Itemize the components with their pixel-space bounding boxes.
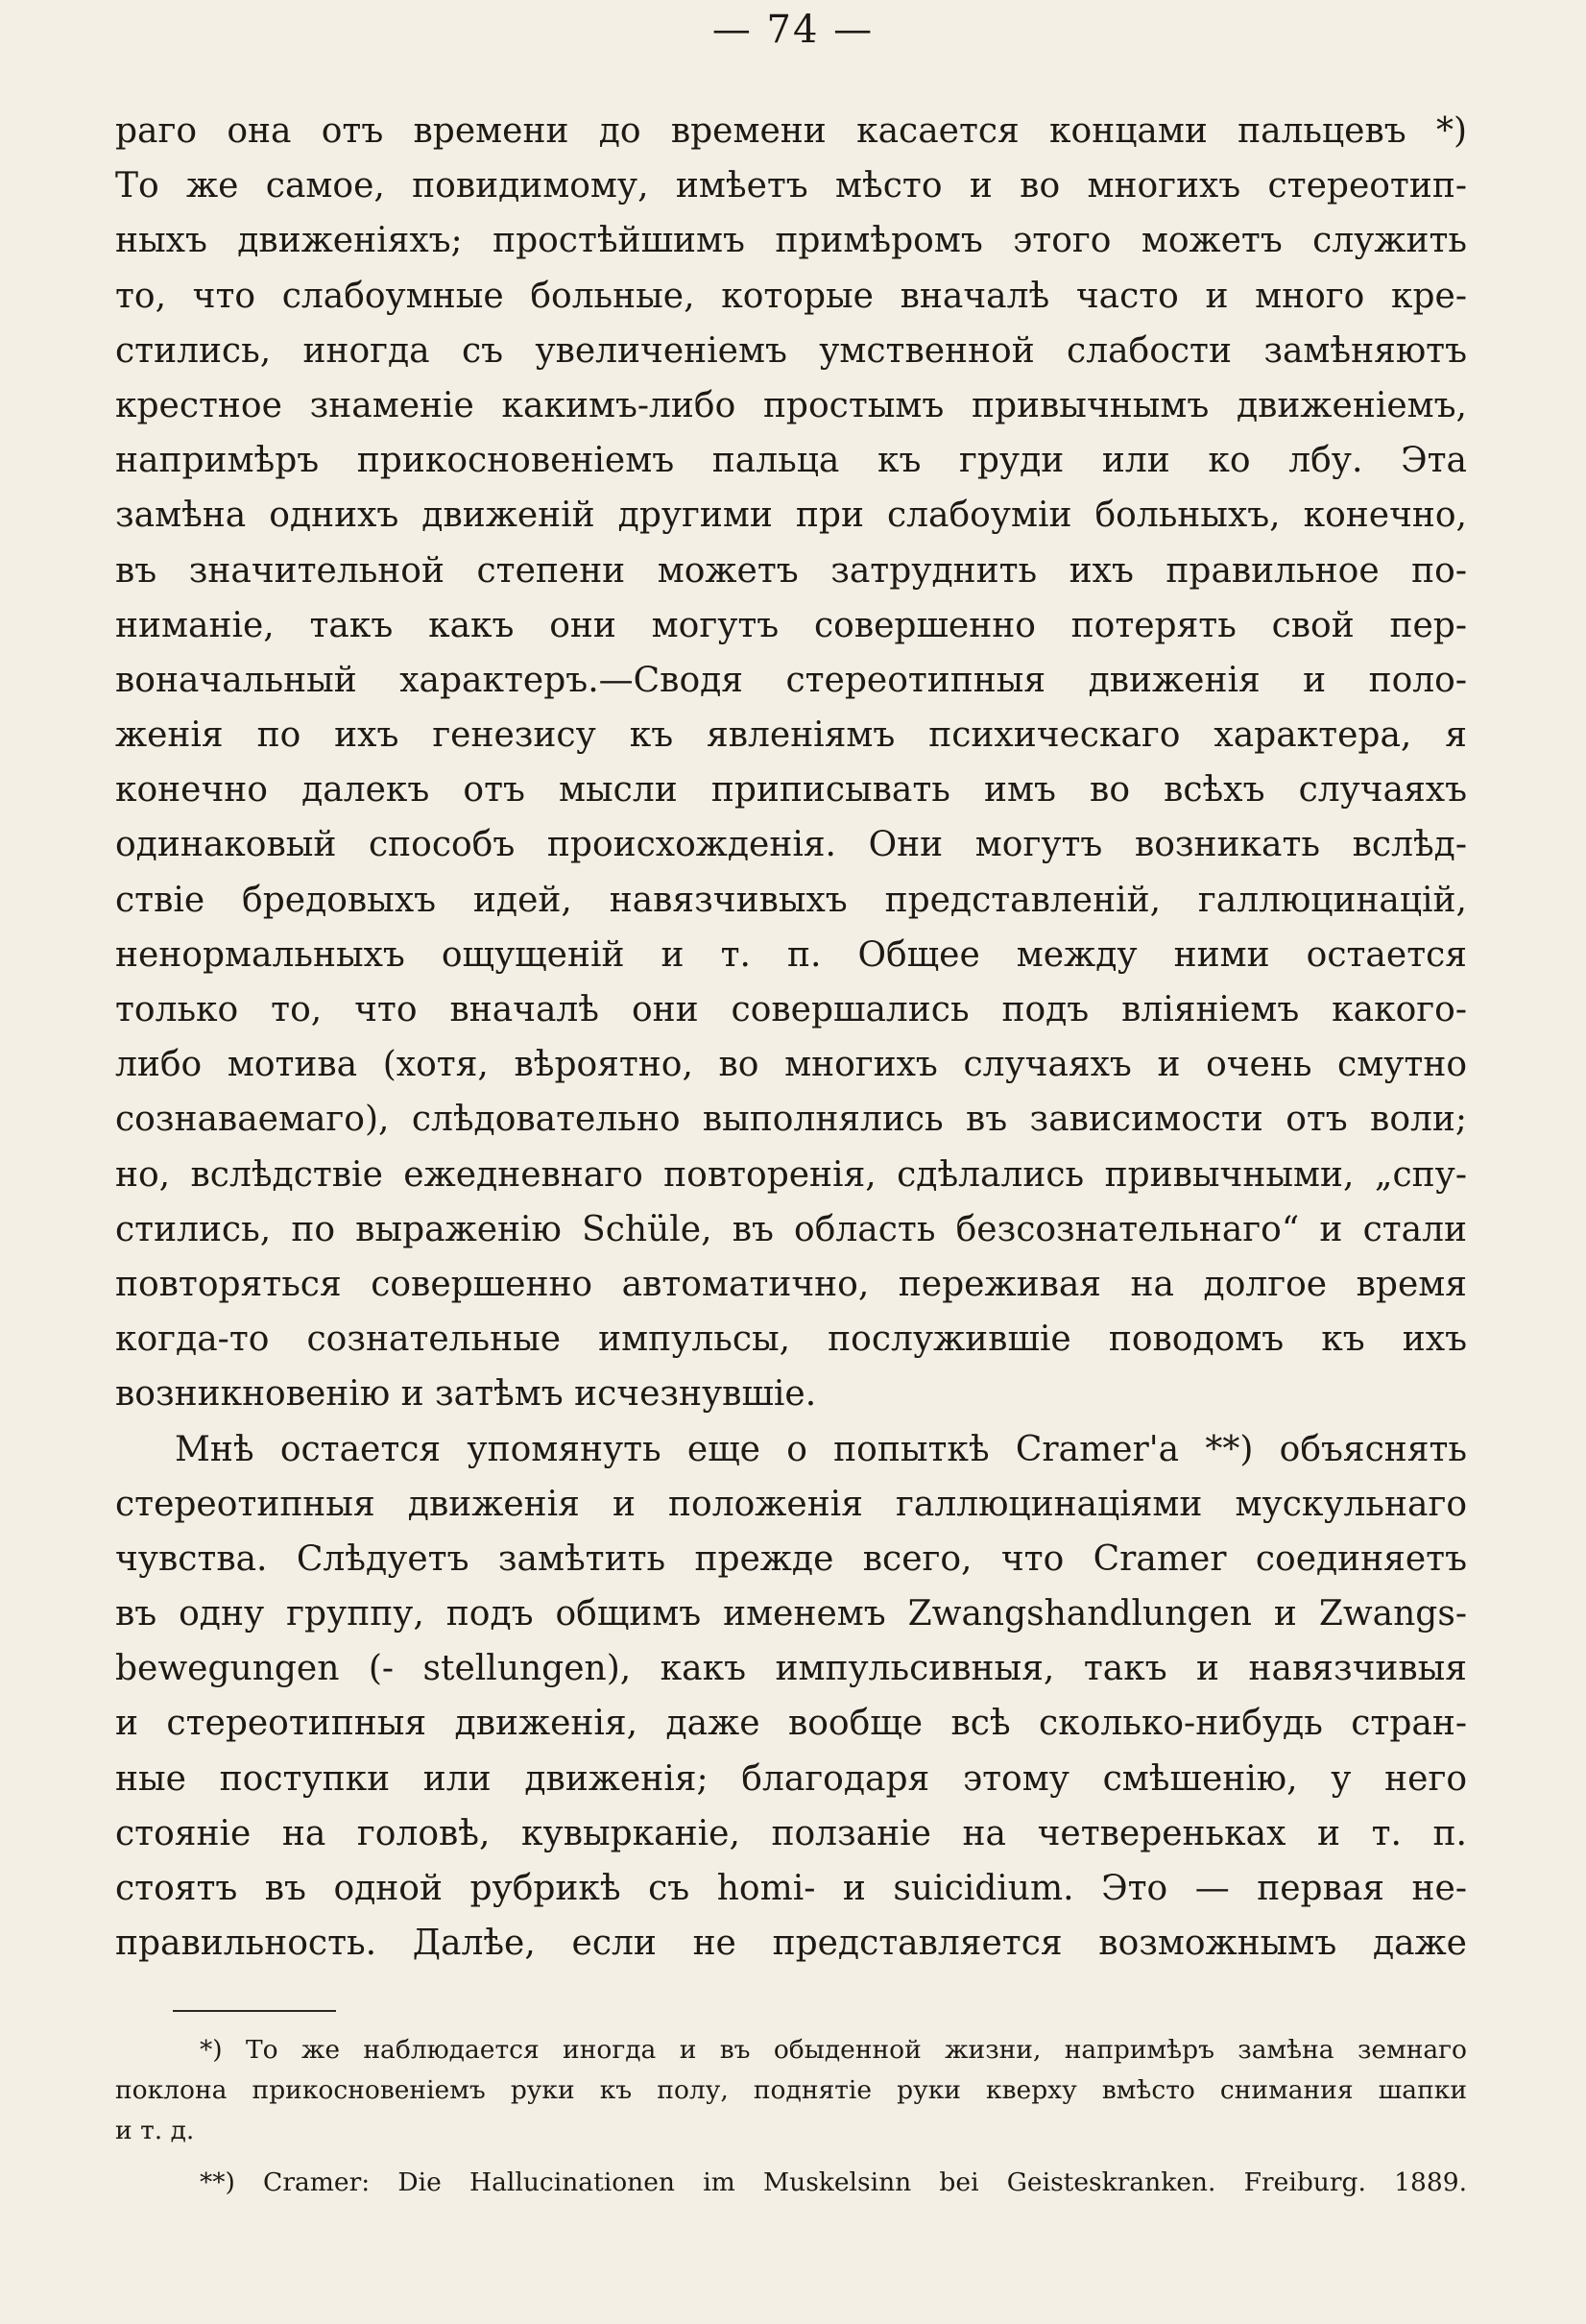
paragraph-start-line: Мнѣ остается упомянуть еще о попыткѣ Cramer'a **) объяснять xyxy=(175,1429,1467,1469)
text-line: въ одну группу, подъ общимъ именемъ Zwangshandlungen и Zwangs- xyxy=(115,1594,1467,1634)
text-line: одинаковый способъ происхожденія. Они могутъ возникать вслѣд- xyxy=(115,825,1467,865)
text-line: То же самое, повидимому, имѣетъ мѣсто и во многихъ стереотип- xyxy=(115,166,1467,206)
text-line: bewegungen (- stellungen), какъ импульсивныя, такъ и навязчивыя xyxy=(115,1649,1467,1689)
text-line: напримѣръ прикосновеніемъ пальца къ груди или ко лбу. Эта xyxy=(115,441,1467,481)
text-line: стереотипныя движенія и положенія галлюцинаціями мускульнаго xyxy=(115,1484,1467,1524)
text-line: когда-то сознательные импульсы, послужившіе поводомъ къ ихъ xyxy=(115,1319,1467,1360)
text-line: стились, иногда съ увеличеніемъ умственной слабости замѣняютъ xyxy=(115,330,1467,371)
text-line: ныхъ движеніяхъ; простѣйшимъ примѣромъ этого можетъ служить xyxy=(115,221,1467,261)
footnotes xyxy=(115,2030,1467,2203)
text-line: крестное знаменіе какимъ-либо простымъ привычнымъ движеніемъ, xyxy=(115,385,1467,425)
text-line: ненормальныхъ ощущеній и т. п. Общее между ними остается xyxy=(115,934,1467,975)
footnote-divider xyxy=(173,2010,336,2012)
text-line: только то, что вначалѣ они совершались подъ вліяніемъ какого- xyxy=(115,990,1467,1029)
paragraph-end-line: возникновенію и затѣмъ исчезнувшіе. xyxy=(115,1374,817,1415)
text-line: женія по ихъ генезису къ явленіямъ психическаго характера, я xyxy=(115,715,1467,756)
text-line: въ значительной степени можетъ затруднить ихъ правильное по- xyxy=(115,550,1467,591)
text-line: стояніе на головѣ, кувырканіе, ползаніе на четвереньках и т. п. xyxy=(115,1813,1467,1853)
footnote-1-end: и т. д. xyxy=(115,2116,195,2145)
footnote-2: **) Cramer: Die Hallucinationen im Muskelsinn bei Geisteskranken. Freiburg. 1889. xyxy=(200,2167,1467,2197)
text-line: либо мотива (хотя, вѣроятно, во многихъ случаяхъ и очень смутно xyxy=(115,1045,1467,1085)
text-line: ниманіе, такъ какъ они могутъ совершенно потерять свой пер- xyxy=(115,605,1467,645)
text-line: и стереотипныя движенія, даже вообще всѣ сколько-нибудь стран- xyxy=(115,1704,1467,1744)
text-line: но, вслѣдствіе ежедневнаго повторенія, сдѣлались привычными, „спу- xyxy=(115,1154,1467,1195)
text-line: конечно далекъ отъ мысли приписывать имъ во всѣхъ случаяхъ xyxy=(115,770,1467,811)
text-line: правильность. Далѣе, если не представляется возможнымъ даже xyxy=(115,1924,1467,1964)
text-line: воначальный характеръ.—Сводя стереотипныя движенія и поло- xyxy=(115,660,1467,700)
text-line: стились, по выраженію Schüle, въ область безсознательнаго“ и стали xyxy=(115,1209,1467,1249)
text-line: раго она отъ времени до времени касается концами пальцевъ *) xyxy=(115,111,1467,151)
text-line: чувства. Слѣдуетъ замѣтить прежде всего, что Cramer соединяетъ xyxy=(115,1538,1467,1579)
text-line: стоятъ въ одной рубрикѣ съ homi- и suicidium. Это — первая не- xyxy=(115,1869,1467,1908)
footnote-1: *) То же наблюдается иногда и въ обыденной жизни, напримѣръ замѣна земнаго xyxy=(200,2035,1467,2065)
text-line: ные поступки или движенія; благодаря этому смѣшенію, у него xyxy=(115,1758,1467,1799)
text-line: повторяться совершенно автоматично, переживая на долгое время xyxy=(115,1264,1467,1304)
text-line: сознаваемаго), слѣдовательно выполнялись въ зависимости отъ воли; xyxy=(115,1100,1467,1140)
body-text xyxy=(115,104,1467,1971)
page-number: — 74 — xyxy=(711,8,875,52)
footnote-1-continued: поклона прикосновеніемъ руки къ полу, поднятіе руки кверху вмѣсто снимания шапки xyxy=(115,2075,1467,2105)
text-line: то, что слабоумные больные, которые вначалѣ часто и много кре- xyxy=(115,276,1467,316)
text-line: ствіе бредовыхъ идей, навязчивыхъ представленій, галлюцинацій, xyxy=(115,880,1467,920)
text-line: замѣна однихъ движеній другими при слабоуміи больныхъ, конечно, xyxy=(115,496,1467,536)
